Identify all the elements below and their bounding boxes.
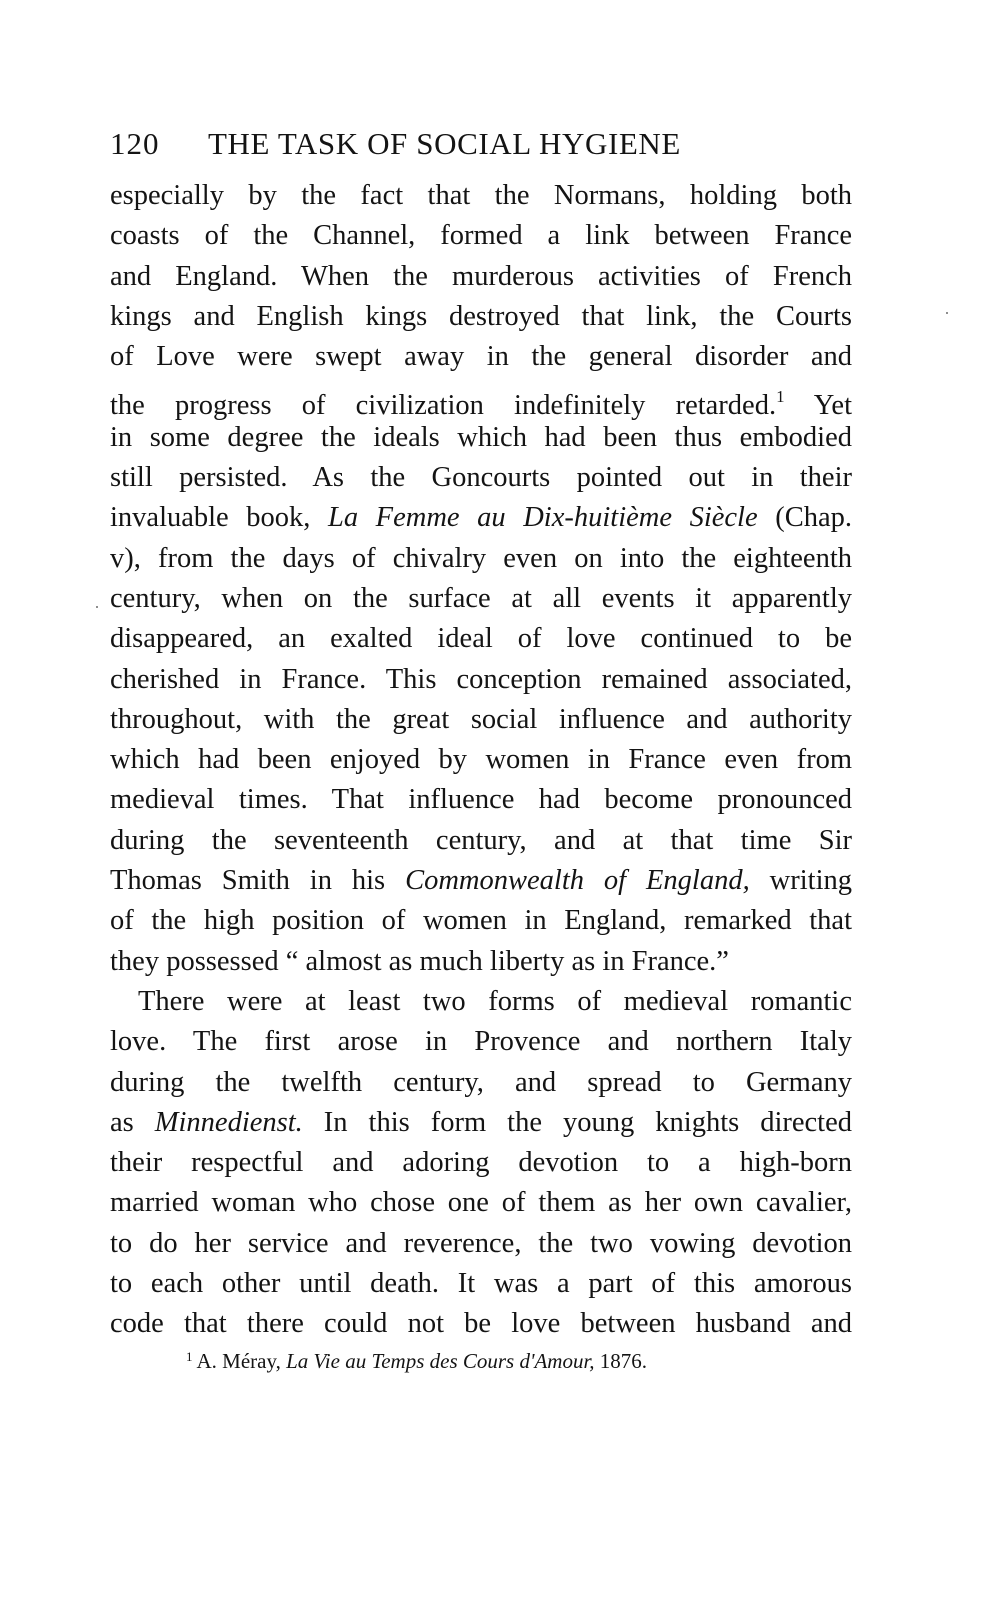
running-title: THE TASK OF SOCIAL HYGIENE	[208, 126, 681, 161]
text-segment: the progress of civilization indefinitely retarded.	[110, 390, 777, 422]
paragraph-first-line: There were at least two forms of medieval romantic	[138, 985, 852, 1017]
paragraph-last-line: they possessed “ almost as much liberty as in France.”	[110, 945, 729, 977]
text-segment: (Chap.	[757, 502, 852, 534]
italic-term: Minnedienst.	[154, 1106, 303, 1138]
text-line: in some degree the ideals which had been thus embodied	[110, 421, 852, 453]
text-line	[110, 498, 852, 538]
text-line: cherished in France. This conception remained associated,	[110, 663, 852, 695]
text-segment: In this form the young knights directed	[302, 1106, 852, 1138]
text-line: century, when on the surface at all events it apparently	[110, 582, 852, 614]
italic-book-title: Commonwealth of England,	[405, 865, 750, 897]
text-line: during the seventeenth century, and at that time Sir	[110, 824, 852, 856]
text-segment: as	[110, 1106, 155, 1138]
text-line: disappeared, an exalted ideal of love continued to be	[110, 623, 852, 655]
text-line	[110, 377, 852, 422]
text-line: to each other until death. It was a part of this amorous	[110, 1268, 852, 1300]
italic-book-title: La Femme au Dix-huitième Siècle	[328, 502, 758, 534]
scan-speck	[96, 606, 98, 608]
text-segment: writing	[749, 865, 852, 897]
text-line: married woman who chose one of them as her own cavalier,	[110, 1187, 852, 1219]
text-segment: Thomas Smith in his	[110, 865, 406, 897]
text-line	[110, 861, 852, 901]
text-line: love. The first arose in Provence and northern Italy	[110, 1026, 852, 1058]
body-text	[110, 176, 852, 1345]
text-segment: Yet	[784, 390, 852, 422]
text-line: which had been enjoyed by women in France even from	[110, 744, 852, 776]
text-line: of the high position of women in England, remarked that	[110, 905, 852, 937]
text-line: especially by the fact that the Normans, holding both	[110, 180, 852, 211]
text-line: throughout, with the great social influence and authority	[110, 703, 852, 735]
footnote	[186, 1343, 826, 1375]
text-line: medieval times. That influence had become pronounced	[110, 784, 852, 816]
footnote-title: La Vie au Temps des Cours d'Amour,	[286, 1349, 595, 1373]
text-line: code that there could not be love between husband and	[110, 1308, 852, 1340]
footnote-marker: 1	[186, 1349, 193, 1364]
running-head	[110, 124, 870, 164]
text-line	[110, 1103, 852, 1143]
text-line: during the twelfth century, and spread to Germany	[110, 1066, 852, 1098]
footnote-year: 1876.	[594, 1349, 648, 1373]
page-number: 120	[110, 126, 160, 161]
text-line: to do her service and reverence, the two vowing devotion	[110, 1227, 852, 1259]
text-line: still persisted. As the Goncourts pointed out in their	[110, 462, 852, 494]
text-line: coasts of the Channel, formed a link between France	[110, 220, 852, 252]
text-line: of Love were swept away in the general disorder and	[110, 341, 852, 373]
text-segment: invaluable book,	[110, 502, 328, 534]
footnote-author: A. Méray,	[196, 1349, 287, 1373]
scan-speck	[946, 312, 948, 314]
text-line: kings and English kings destroyed that link, the Courts	[110, 300, 852, 332]
text-line: their respectful and adoring devotion to a high-born	[110, 1147, 852, 1179]
footnote-reference: 1	[776, 387, 785, 407]
text-line: and England. When the murderous activities of French	[110, 260, 852, 292]
text-line: v), from the days of chivalry even on into the eighteenth	[110, 542, 852, 574]
